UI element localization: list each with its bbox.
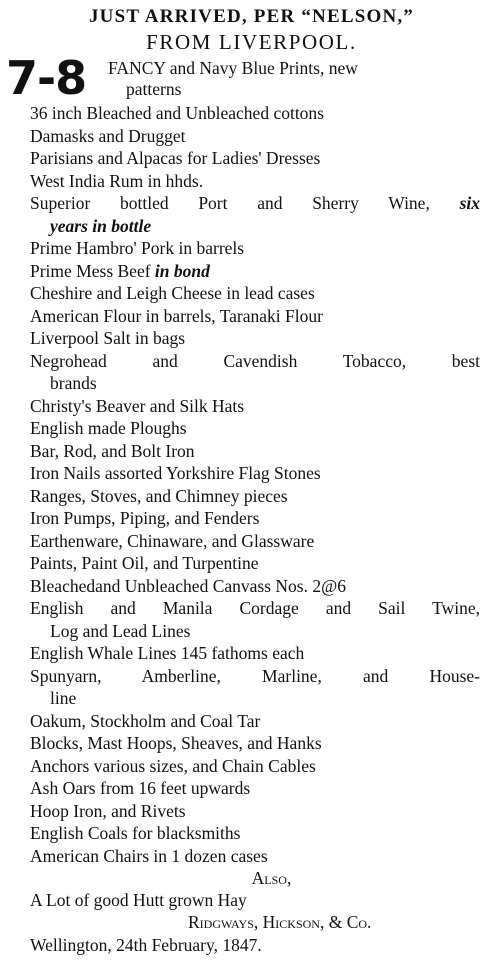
goods-item-text [30, 597, 480, 620]
goods-item [30, 845, 493, 868]
goods-item-text [30, 823, 240, 843]
goods-item-text [30, 665, 480, 688]
goods-item [30, 417, 493, 440]
goods-item-label: Iron Nails assorted Yorkshire Flag Stones [30, 463, 321, 483]
goods-item-text [30, 171, 203, 191]
goods-item-label: Prime Hambro' Pork in barrels [30, 238, 245, 258]
goods-item [30, 170, 493, 193]
goods-item-text [30, 508, 259, 528]
goods-item [30, 755, 493, 778]
goods-item [30, 642, 493, 665]
hay-line: A Lot of good Hutt grown Hay [30, 890, 247, 910]
goods-item-label: Bleachedand Unbleached Canvass Nos. 2@6 [30, 575, 346, 596]
goods-item-text [30, 306, 323, 326]
goods-item-label: West India Rum in hhds. [30, 170, 204, 191]
goods-item [30, 485, 493, 508]
goods-item [30, 192, 493, 237]
goods-item-text [30, 283, 315, 303]
goods-item [30, 350, 493, 395]
goods-item-label: Oakum, Stockholm and Coal Tar [30, 710, 261, 731]
goods-item-text [30, 261, 210, 281]
goods-item-label: Hoop Iron, and Rivets [30, 800, 186, 821]
goods-item-text [30, 192, 480, 215]
goods-item [30, 822, 493, 845]
goods-item-label: American Flour in barrels, Taranaki Flour [30, 305, 323, 326]
goods-item-label: Ash Oars from 16 feet upwards [30, 778, 251, 798]
goods-item-label: English made Ploughs [30, 418, 187, 438]
advertisement [0, 4, 499, 970]
goods-item-label: Parisians and Alpacas for Ladies' Dresses [30, 148, 321, 168]
goods-item-label: Bar, Rod, and Bolt Iron [30, 440, 195, 461]
lead-line: FANCY and Navy Blue Prints, new [108, 58, 358, 78]
goods-list [10, 102, 493, 867]
lead-entry [6, 51, 493, 105]
goods-item-text [30, 756, 316, 776]
headline: JUST ARRIVED, PER “NELSON,” [88, 6, 415, 27]
goods-item [30, 305, 493, 328]
goods-item-text [30, 463, 321, 483]
goods-item-label: Superior bottled Port and Sherry Wine, [30, 193, 430, 213]
goods-item-label: English Coals for blacksmiths [30, 823, 241, 843]
goods-item-text [30, 733, 322, 753]
goods-item-label: Paints, Paint Oil, and Turpentine [30, 553, 259, 573]
goods-item-label: Ranges, Stoves, and Chimney pieces [30, 485, 288, 506]
goods-item-text [30, 148, 320, 168]
goods-item-text [30, 711, 260, 731]
goods-item-text [30, 846, 268, 866]
lead-continuation: patterns [126, 79, 182, 99]
goods-item [30, 147, 493, 170]
goods-item [30, 575, 493, 598]
goods-item-text [30, 238, 244, 258]
goods-item [30, 732, 493, 755]
goods-item [30, 327, 493, 350]
goods-item [30, 507, 493, 530]
goods-item-label: Negrohead and Cavendish Tobacco, best [30, 350, 480, 371]
goods-item-label: English and Manila Cordage and Sail Twine, [30, 598, 480, 618]
goods-item-text [30, 103, 324, 123]
goods-item-continuation: line [50, 688, 77, 708]
goods-item [30, 665, 493, 710]
goods-item-label: English Whale Lines 145 fathoms each [30, 643, 305, 663]
goods-item [30, 102, 493, 125]
goods-item [30, 395, 493, 418]
goods-item-label: Blocks, Mast Hoops, Sheaves, and Hanks [30, 733, 322, 753]
goods-item [30, 125, 493, 148]
goods-item-text [30, 396, 244, 416]
also-heading: Also, [251, 868, 292, 888]
goods-item [30, 462, 493, 485]
goods-item-text [30, 553, 258, 573]
goods-item [30, 440, 493, 463]
goods-item-label: Earthenware, Chinaware, and Glassware [30, 530, 315, 551]
goods-item-label: Spunyarn, Amberline, Marline, and House- [30, 665, 480, 686]
goods-item-label: Anchors various sizes, and Chain Cables [30, 755, 316, 776]
goods-item-text [30, 531, 314, 551]
goods-item-continuation: brands [50, 373, 97, 393]
goods-item [30, 597, 493, 642]
goods-item-continuation: Log and Lead Lines [50, 620, 191, 641]
goods-item-label: Damasks and Drugget [30, 125, 186, 146]
goods-item-label: American Chairs in 1 dozen cases [30, 845, 268, 866]
goods-item-label: Prime Mess Beef [30, 260, 151, 281]
goods-item-emphasis: six [459, 193, 480, 213]
goods-item-label: 36 inch Bleached and Unbleached cottons [30, 103, 324, 123]
goods-item-label: Iron Pumps, Piping, and Fenders [30, 508, 260, 528]
goods-item-emphasis: in bond [154, 260, 210, 281]
goods-item-text [30, 486, 288, 506]
goods-item [30, 552, 493, 575]
goods-item-text [30, 576, 346, 596]
goods-item [30, 710, 493, 733]
goods-item-continuation: years in bottle [50, 215, 152, 236]
goods-item-text [30, 418, 187, 438]
lot-number: 7-8 [6, 51, 87, 105]
goods-item-text [30, 126, 186, 146]
dateline: Wellington, 24th February, 1847. [30, 935, 262, 955]
goods-item [30, 800, 493, 823]
goods-item [30, 260, 493, 283]
goods-item-label: Cheshire and Leigh Cheese in lead cases [30, 283, 315, 303]
goods-item-text [30, 441, 195, 461]
goods-item-text [30, 643, 304, 663]
goods-item-text [30, 350, 480, 373]
goods-item-label: Liverpool Salt in bags [30, 328, 186, 348]
goods-item-text [30, 328, 185, 348]
merchant-signature: Ridgways, Hickson, & Co. [188, 912, 372, 932]
subheadline: FROM LIVERPOOL. [146, 30, 357, 54]
goods-item-text [30, 801, 186, 821]
goods-item [30, 530, 493, 553]
goods-item [30, 282, 493, 305]
goods-item [30, 237, 493, 260]
goods-item [30, 777, 493, 800]
goods-item-label: Christy's Beaver and Silk Hats [30, 395, 245, 416]
goods-item-text [30, 778, 250, 798]
